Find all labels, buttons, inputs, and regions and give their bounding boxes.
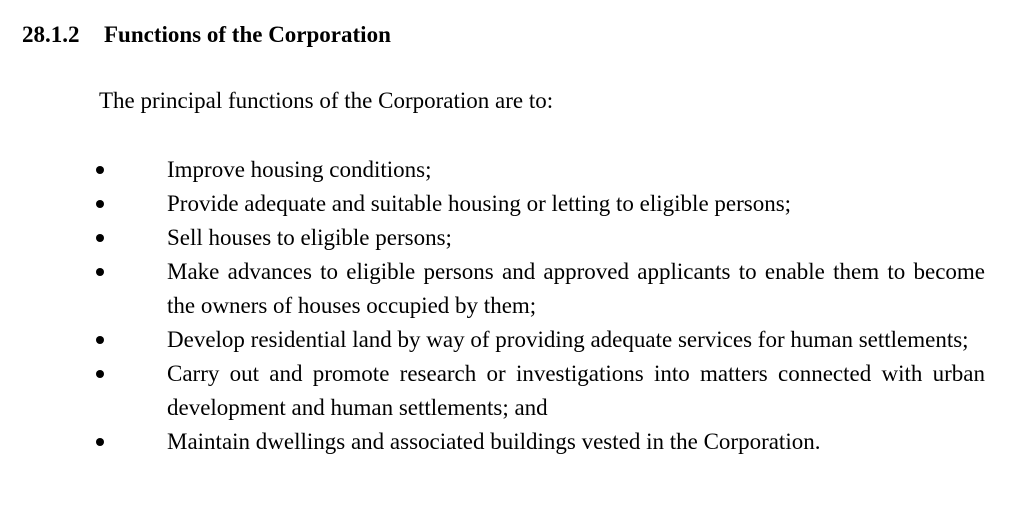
bullet-icon: [96, 234, 104, 242]
list-item-text: Develop residential land by way of providing adequate services for human settlements;: [167, 327, 969, 352]
section-title: Functions of the Corporation: [104, 22, 391, 47]
list-item: [0, 357, 985, 425]
intro-paragraph: The principal functions of the Corporation are to:: [99, 88, 554, 113]
functions-list: [0, 153, 1024, 459]
bullet-icon: [96, 370, 104, 378]
list-item-text: Sell houses to eligible persons;: [167, 225, 452, 250]
bullet-icon: [96, 166, 104, 174]
bullet-icon: [96, 268, 104, 276]
section-heading: [22, 18, 391, 52]
list-item-text: Maintain dwellings and associated buildings vested in the Corporation.: [167, 429, 821, 454]
list-item-text: Carry out and promote research or investigations into matters connected with urban development and human settlements; and: [167, 361, 985, 420]
bullet-icon: [96, 336, 104, 344]
list-item: [0, 187, 985, 221]
list-item-text: Make advances to eligible persons and approved applicants to enable them to become the owners of houses occupied by them;: [167, 259, 985, 318]
list-item: [0, 323, 985, 357]
list-item: [0, 153, 985, 187]
list-item-text: Improve housing conditions;: [167, 157, 432, 182]
section-number: 28.1.2: [22, 22, 80, 47]
list-item: [0, 255, 985, 323]
bullet-icon: [96, 438, 104, 446]
list-item: [0, 425, 985, 459]
bullet-icon: [96, 200, 104, 208]
list-item-text: Provide adequate and suitable housing or letting to eligible persons;: [167, 191, 792, 216]
list-item: [0, 221, 985, 255]
